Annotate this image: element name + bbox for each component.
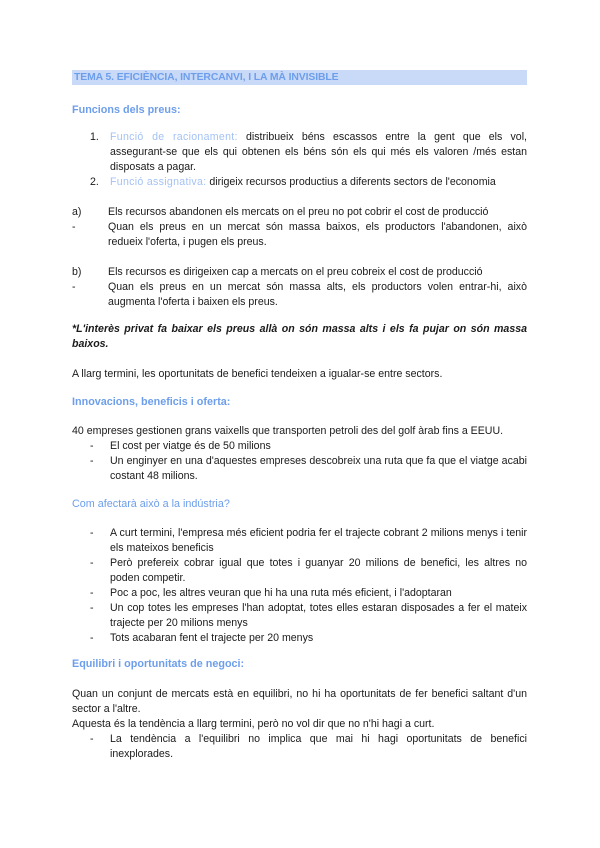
numbered-list (72, 130, 527, 190)
list-number: 2. (90, 176, 99, 188)
list-item (72, 175, 527, 190)
dash-marker: - (90, 455, 94, 467)
term-rationing: Funció de racionament: (110, 131, 238, 143)
long-term-text: A llarg termini, les oportunitats de benefici tendeixen a igualar-se entre sectors. (72, 368, 443, 380)
page-title: TEMA 5. EFICIÈNCIA, INTERCANVI, I LA MÀ INVISIBLE (72, 70, 527, 85)
equilibrium-text-2: Aquesta és la tendència a llarg termini, però no vol dir que no n'hi hagi a curt. (72, 718, 435, 730)
list-item (72, 586, 527, 601)
case-dash-text: Quan els preus en un mercat són massa baixos, els productors l'abandonen, això redueix l'oferta, i pugen els preus. (108, 221, 527, 248)
heading-equilibrium: Equilibri i oportunitats de negoci: (72, 658, 245, 670)
list-number: 1. (90, 131, 99, 143)
dash-marker: - (72, 281, 76, 293)
list-item (72, 130, 527, 175)
term-allocative: Funció assignativa: (110, 176, 207, 188)
dash-marker: - (90, 440, 94, 452)
list-item (72, 732, 527, 762)
dash-marker: - (90, 602, 94, 614)
answer-text: Tots acabaran fent el trajecte per 20 menys (110, 632, 314, 644)
dash-marker: - (90, 632, 94, 644)
dash-marker: - (90, 587, 94, 599)
dash-marker: - (72, 221, 76, 233)
bullet-text: La tendència a l'equilibri no implica que mai hi hagi oportunitats de benefici inexplorades. (110, 733, 527, 760)
list-item (72, 526, 527, 556)
definition: distribueix béns escassos entre la gent que els vol, assegurant-se que els qui obtenen els béns són els qui més els valoren /més estan disposats a pagar. (110, 131, 527, 173)
equilibrium-bullets (72, 732, 527, 762)
answer-text: Un cop totes les empreses l'han adoptat, totes elles estaran disposades a fer el mateix trajecte per 20 milions menys (110, 602, 527, 629)
case-dash-text: Quan els preus en un mercat són massa alts, els productors volen entrar-hi, això augmenta l'oferta i baixen els preus. (108, 281, 527, 308)
case-a (72, 205, 527, 250)
case-b-line (72, 265, 527, 280)
shipping-intro: 40 empreses gestionen grans vaixells que transporten petroli des del golf àrab fins a EEUU. (72, 425, 504, 437)
equilibrium-text: Quan un conjunt de mercats està en equilibri, no hi ha oportunitats de fer benefici saltant d'un sector a l'altre. (72, 688, 527, 715)
dash-marker: - (90, 527, 94, 539)
answer-text: A curt termini, l'empresa més eficient podria fer el trajecte cobrant 2 milions menys i tenir els mateixos beneficis (110, 527, 527, 554)
list-item-text (110, 130, 527, 175)
case-b (72, 265, 527, 310)
bullet-text: El cost per viatge és de 50 milions (110, 440, 271, 452)
list-item (72, 556, 527, 586)
case-marker: b) (72, 266, 82, 278)
dash-marker: - (90, 733, 94, 745)
case-b-dash (72, 280, 527, 310)
list-item-text (110, 175, 527, 190)
list-item (72, 631, 527, 646)
key-note: *L'interès privat fa baixar els preus allà on són massa alts i els fa pujar on són massa baixos. (72, 323, 527, 350)
case-a-line (72, 205, 527, 220)
answer-text: Poc a poc, les altres veuran que hi ha una ruta més eficient, i l'adoptaran (110, 587, 452, 599)
dash-marker: - (90, 557, 94, 569)
answer-list (72, 526, 527, 646)
case-text: Els recursos es dirigeixen cap a mercats on el preu cobreix el cost de producció (108, 266, 483, 278)
case-a-dash (72, 220, 527, 250)
heading-price-functions: Funcions dels preus: (72, 104, 181, 116)
definition: dirigeix recursos productius a diferents sectors de l'economia (206, 176, 496, 188)
shipping-bullets (72, 439, 527, 484)
case-marker: a) (72, 206, 82, 218)
answer-text: Però prefereix cobrar igual que totes i guanyar 20 milions de benefici, les altres no poden competir. (110, 557, 527, 584)
list-item (72, 439, 527, 454)
list-item (72, 454, 527, 484)
heading-innovations: Innovacions, beneficis i oferta: (72, 396, 231, 408)
list-item (72, 601, 527, 631)
case-text: Els recursos abandonen els mercats on el preu no pot cobrir el cost de producció (108, 206, 489, 218)
bullet-text: Un enginyer en una d'aquestes empreses descobreix una ruta que fa que el viatge acabi costant 48 milions. (110, 455, 527, 482)
question-heading: Com afectarà això a la indústria? (72, 498, 230, 510)
